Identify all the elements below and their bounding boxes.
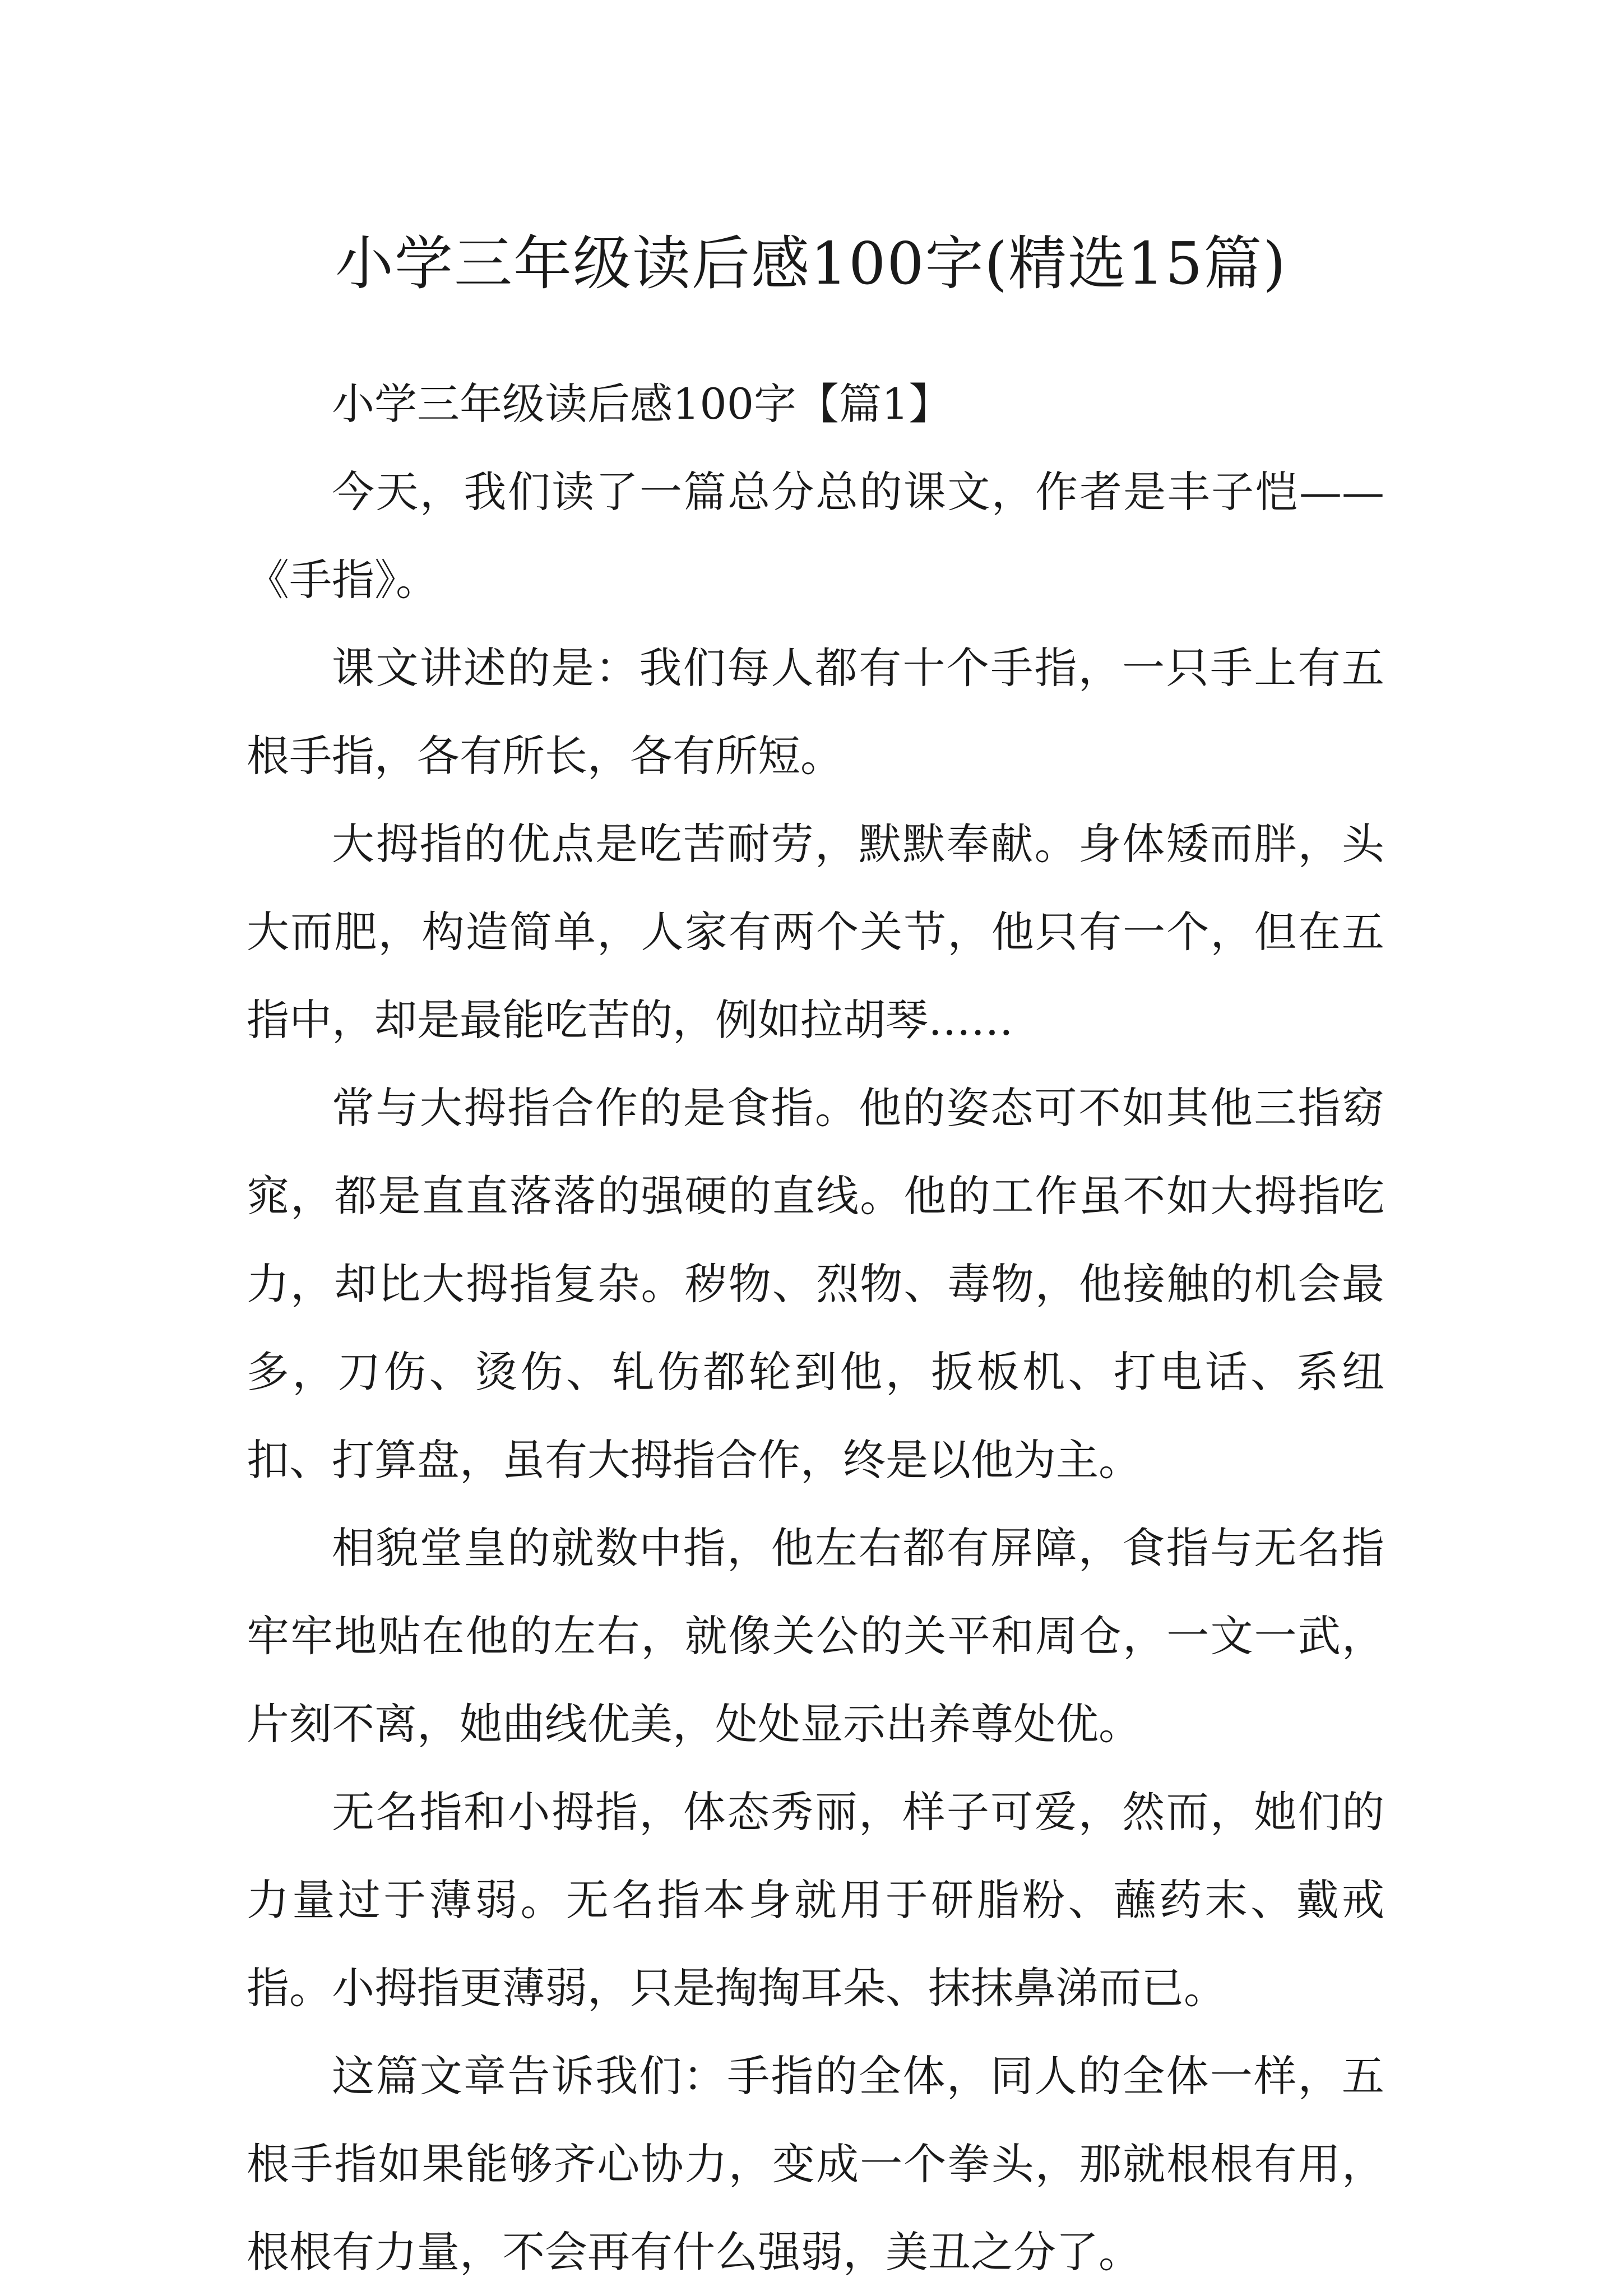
body-paragraph: 这篇文章告诉我们：手指的全体，同人的全体一样，五根手指如果能够齐心协力，变成一个拳头，那就根根有用，根根有力量，不会再有什么强弱，美丑之分了。 <box>247 2051 1384 2277</box>
body-paragraph: 课文讲述的是：我们每人都有十个手指，一只手上有五根手指，各有所长，各有所短。 <box>247 643 1384 781</box>
body-paragraph: 相貌堂皇的就数中指，他左右都有屏障，食指与无名指牢牢地贴在他的左右，就像关公的关平和周仓，一文一武，片刻不离，她曲线优美，处处显示出养尊处优。 <box>247 1523 1384 1749</box>
document-title: 小学三年级读后感100字(精选15篇) <box>335 229 1287 298</box>
section-heading: 小学三年级读后感100字【篇1】 <box>332 379 952 429</box>
body-paragraph: 今天，我们读了一篇总分总的课文，作者是丰子恺——《手指》。 <box>247 467 1384 605</box>
body-paragraph: 大拇指的优点是吃苦耐劳，默默奉献。身体矮而胖，头大而肥，构造简单，人家有两个关节，他只有一个，但在五指中，却是最能吃苦的，例如拉胡琴…… <box>247 819 1384 1045</box>
body-paragraph: 无名指和小拇指，体态秀丽，样子可爱，然而，她们的力量过于薄弱。无名指本身就用于研脂粉、蘸药末、戴戒指。小拇指更薄弱，只是掏掏耳朵、抹抹鼻涕而已。 <box>247 1787 1384 2013</box>
document-body <box>247 360 1384 2296</box>
body-paragraph: 常与大拇指合作的是食指。他的姿态可不如其他三指窈窕，都是直直落落的强硬的直线。他的工作虽不如大拇指吃力，却比大拇指复杂。秽物、烈物、毒物，他接触的机会最多，刀伤、烫伤、轧伤都轮到他，扳板机、打电话、系纽扣、打算盘，虽有大拇指合作，终是以他为主。 <box>247 1083 1384 1485</box>
